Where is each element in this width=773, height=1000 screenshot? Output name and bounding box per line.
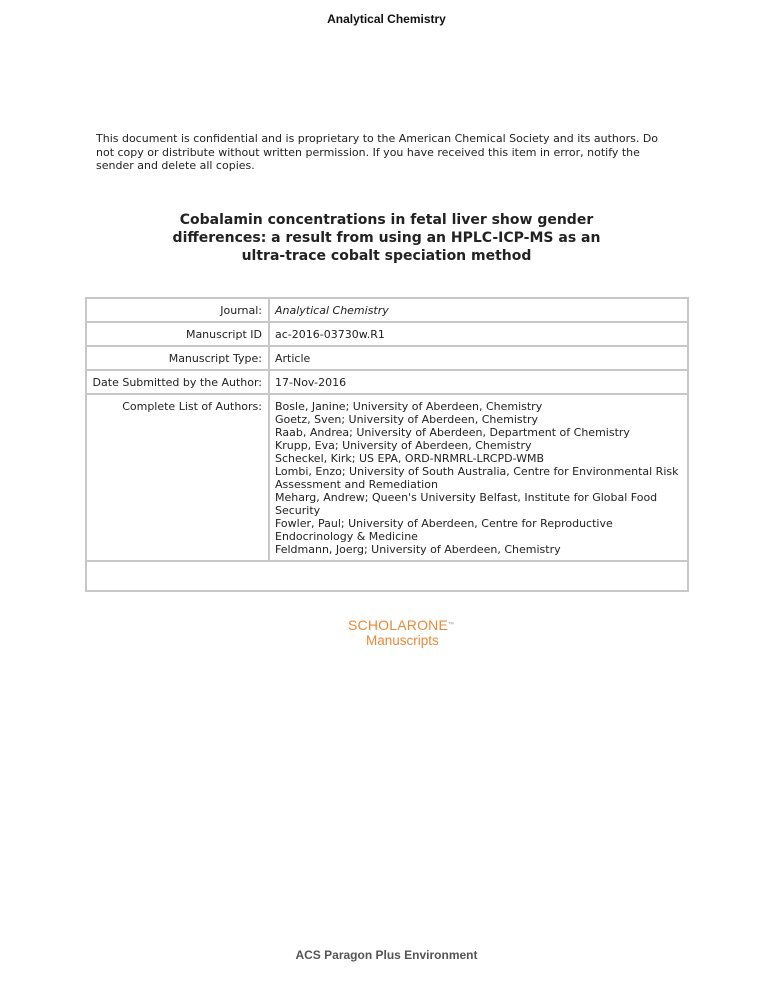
author-line: Fowler, Paul; University of Aberdeen, Centre for Reproductive <box>275 517 613 530</box>
author-line: Feldmann, Joerg; University of Aberdeen, Chemistry <box>275 543 561 556</box>
authors-list <box>269 394 688 561</box>
journal-label: Journal: <box>86 298 269 322</box>
manuscript-id-value: ac-2016-03730w.R1 <box>269 322 688 346</box>
manuscript-id-label: Manuscript ID <box>86 322 269 346</box>
table-row <box>86 298 688 322</box>
manuscript-type-value: Article <box>269 346 688 370</box>
scholarone-product: Manuscripts <box>366 633 439 648</box>
author-line: Goetz, Sven; University of Aberdeen, Chemistry <box>275 413 538 426</box>
manuscript-type-label: Manuscript Type: <box>86 346 269 370</box>
scholarone-brand <box>348 617 458 633</box>
date-submitted-value: 17-Nov-2016 <box>269 370 688 394</box>
author-line: Scheckel, Kirk; US EPA, ORD-NRMRL-LRCPD-WMB <box>275 452 545 465</box>
title-line: ultra-trace cobalt speciation method <box>241 248 532 264</box>
table-row <box>86 394 688 561</box>
author-line: Assessment and Remediation <box>275 478 438 491</box>
author-line: Krupp, Eva; University of Aberdeen, Chemistry <box>275 439 532 452</box>
title-line: Cobalamin concentrations in fetal liver show gender <box>179 212 594 228</box>
author-line: Endocrinology & Medicine <box>275 530 418 543</box>
table-row <box>86 346 688 370</box>
journal-value: Analytical Chemistry <box>269 298 688 322</box>
journal-header: Analytical Chemistry <box>327 12 446 26</box>
author-line: Meharg, Andrew; Queen's University Belfast, Institute for Global Food <box>275 491 658 504</box>
manuscript-details-table <box>85 297 689 592</box>
confidentiality-notice: This document is confidential and is proprietary to the American Chemical Society and its authors. Do not copy or distribute without written permission. If you have received this item in error, notify the sender and delete all copies. <box>96 132 659 172</box>
date-submitted-label: Date Submitted by the Author: <box>86 370 269 394</box>
title-line: differences: a result from using an HPLC-ICP-MS as an <box>172 230 601 246</box>
trademark-symbol: ™ <box>448 622 455 628</box>
scholarone-logo <box>348 617 458 648</box>
empty-table-row <box>86 561 688 591</box>
author-line: Bosle, Janine; University of Aberdeen, Chemistry <box>275 400 543 413</box>
table-row <box>86 370 688 394</box>
manuscript-title <box>130 211 643 265</box>
brand-text: SCHOLARONE <box>348 617 449 633</box>
author-line: Raab, Andrea; University of Aberdeen, Department of Chemistry <box>275 426 630 439</box>
author-line: Lombi, Enzo; University of South Australia, Centre for Environmental Risk <box>275 465 679 478</box>
table-row <box>86 322 688 346</box>
page-footer: ACS Paragon Plus Environment <box>295 948 478 962</box>
authors-label: Complete List of Authors: <box>86 394 269 561</box>
empty-cell <box>86 561 688 591</box>
author-line: Security <box>275 504 321 517</box>
